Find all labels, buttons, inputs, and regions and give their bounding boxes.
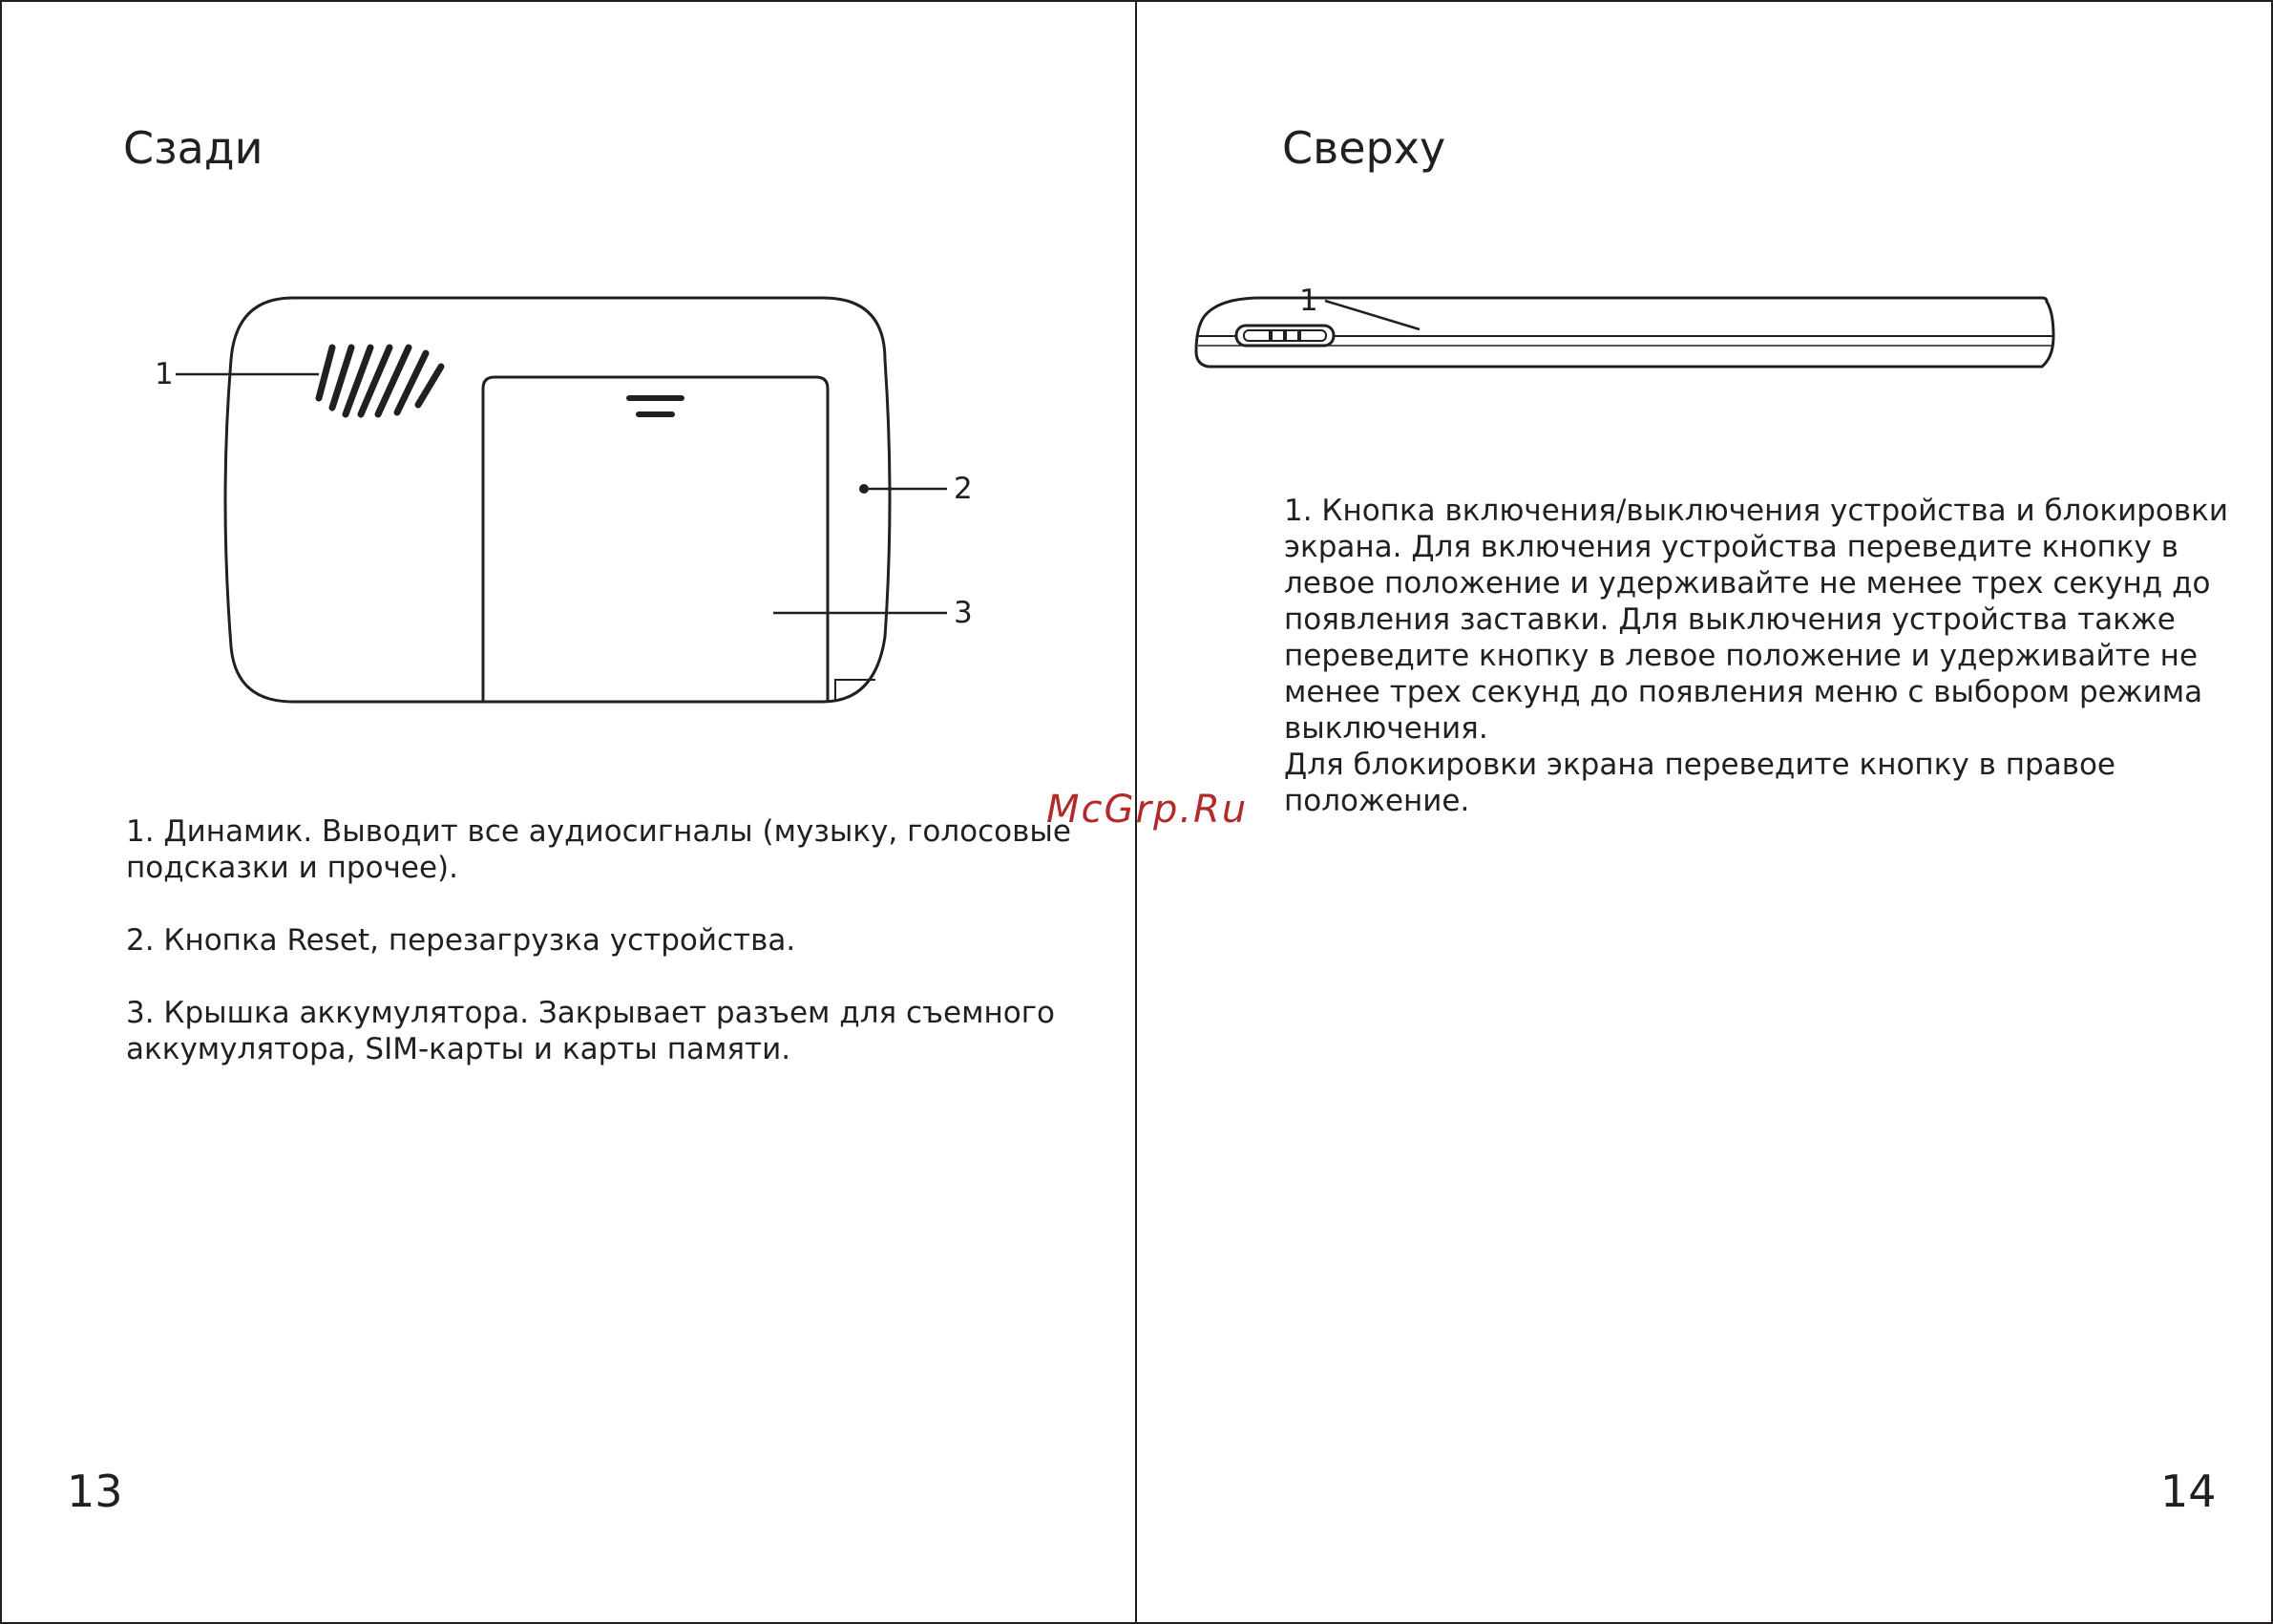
page-title-top: Сверху	[1282, 122, 1446, 174]
page-title-back: Сзади	[123, 122, 263, 174]
item-battery-cover: 3. Крышка аккумулятора. Закрывает разъем для съемного аккумулятора, SIM-карты и карты памяти.	[126, 996, 1055, 1066]
leader-line-top-1	[1325, 301, 1420, 329]
speaker-grille-icon	[319, 348, 441, 414]
page-number-right: 14	[2160, 1466, 2217, 1517]
item-speaker: 1. Динамик. Выводит все аудиосигналы (музыку, голосовые подсказки и прочее).	[126, 814, 1071, 885]
callout-2: 2	[954, 472, 973, 506]
power-slider-icon	[1236, 326, 1334, 346]
callout-1: 1	[155, 357, 174, 391]
item-reset: 2. Кнопка Reset, перезагрузка устройства.	[126, 923, 796, 958]
device-body-outline	[225, 298, 890, 702]
page-number-left: 13	[67, 1466, 123, 1517]
power-button-description: 1. Кнопка включения/выключения устройства и блокировки экрана. Для включения устройства переведите кнопку в левое положение и удерживайте не менее трех секунд до появления заставки. Для выключения устройства также переведите кнопку в левое положение и удерживайте не менее трех секунд до появления меню с выбором режима выключения. Для блокировки экрана переведите кнопку в правое положение.	[1284, 494, 2229, 818]
battery-cover-outline	[483, 377, 828, 702]
page-right	[1135, 0, 2273, 1624]
callout-top-1: 1	[1299, 284, 1318, 318]
battery-cover-latch-icon	[629, 398, 682, 414]
reset-hole-icon	[859, 484, 869, 494]
watermark: McGrp.Ru	[1046, 788, 1249, 832]
callout-3: 3	[954, 596, 973, 630]
device-top-diagram	[1137, 2, 2273, 403]
